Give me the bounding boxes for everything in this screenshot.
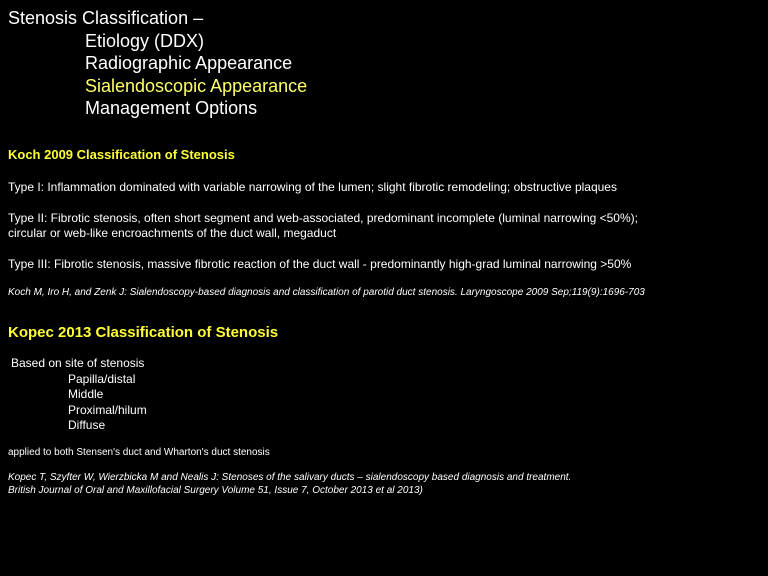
outline-item-radiographic: Radiographic Appearance xyxy=(85,53,293,73)
koch-type-3: Type III: Fibrotic stenosis, massive fibrotic reaction of the duct wall - predominantly high-grad luminal narrowing >50% xyxy=(8,257,632,271)
koch-type-2-line-2: circular or web-like encroachments of the duct wall, megaduct xyxy=(8,226,337,240)
kopec-heading: Kopec 2013 Classification of Stenosis xyxy=(8,324,279,341)
koch-citation: Koch M, Iro H, and Zenk J: Sialendoscopy-based diagnosis and classification of parotid duct stenosis. Laryngoscope 2009 Sep;119(9):1696-703 xyxy=(8,287,645,298)
kopec-site-diffuse: Diffuse xyxy=(68,418,106,432)
koch-type-2-line-1: Type II: Fibrotic stenosis, often short segment and web-associated, predominant incomplete (luminal narrowing <50%); xyxy=(8,211,638,225)
kopec-applied-note: applied to both Stensen's duct and Wharton's duct stenosis xyxy=(8,447,270,458)
koch-heading: Koch 2009 Classification of Stenosis xyxy=(8,147,235,162)
outline-item-sialendoscopic-active: Sialendoscopic Appearance xyxy=(85,76,308,96)
slide-title: Stenosis Classification – xyxy=(8,8,204,28)
kopec-citation-line-2: British Journal of Oral and Maxillofacial Surgery Volume 51, Issue 7, October 2013 et al 2013) xyxy=(8,485,423,496)
kopec-site-proximal: Proximal/hilum xyxy=(68,403,147,417)
outline-item-etiology: Etiology (DDX) xyxy=(85,31,205,51)
koch-type-1: Type I: Inflammation dominated with variable narrowing of the lumen; slight fibrotic remodeling; obstructive plaques xyxy=(8,180,617,194)
kopec-site-middle: Middle xyxy=(68,387,104,401)
kopec-citation-line-1: Kopec T, Szyfter W, Wierzbicka M and Nealis J: Stenoses of the salivary ducts – sialendoscopy based diagnosis and treatment. xyxy=(8,472,572,483)
kopec-based-on: Based on site of stenosis xyxy=(11,356,145,370)
outline-item-management: Management Options xyxy=(85,98,258,118)
kopec-site-papilla: Papilla/distal xyxy=(68,372,136,386)
